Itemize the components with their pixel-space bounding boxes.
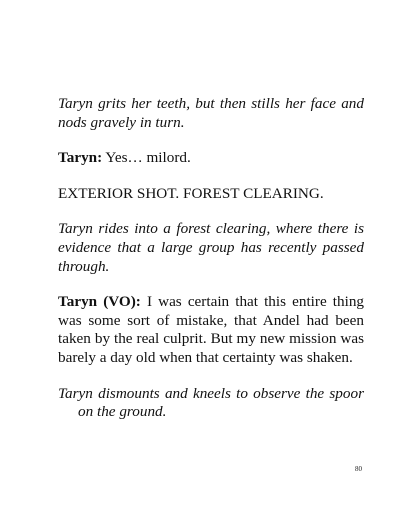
stage-direction: Taryn grits her teeth, but then stills her face and nods gravely in turn. [58, 95, 364, 131]
scene-heading: EXTERIOR SHOT. FOREST CLEARING. [58, 184, 324, 202]
dialogue-line [58, 149, 364, 168]
speaker-name: Taryn (VO): [58, 293, 141, 311]
paragraph-gap [58, 276, 364, 293]
speaker-name: Taryn: [58, 149, 103, 167]
page-number: 80 [355, 465, 362, 473]
script-page [58, 95, 364, 422]
dialogue-text: I was certain that this entire thing was some sort of mistake, that Andel had been taken by the real culprit. But my new mission was barely a day old when that certainty was shaken. [58, 293, 365, 366]
paragraph-gap [58, 132, 364, 149]
paragraph-gap [58, 368, 364, 385]
paragraph-gap [58, 168, 364, 185]
dialogue-line [58, 293, 364, 367]
stage-direction: Taryn rides into a forest clearing, where there is evidence that a large group has recently passed through. [58, 220, 364, 275]
stage-direction: Taryn dismounts and kneels to observe the spoor on the ground. [58, 384, 364, 421]
paragraph-gap [58, 203, 364, 220]
dialogue-text: Yes… milord. [105, 149, 191, 167]
